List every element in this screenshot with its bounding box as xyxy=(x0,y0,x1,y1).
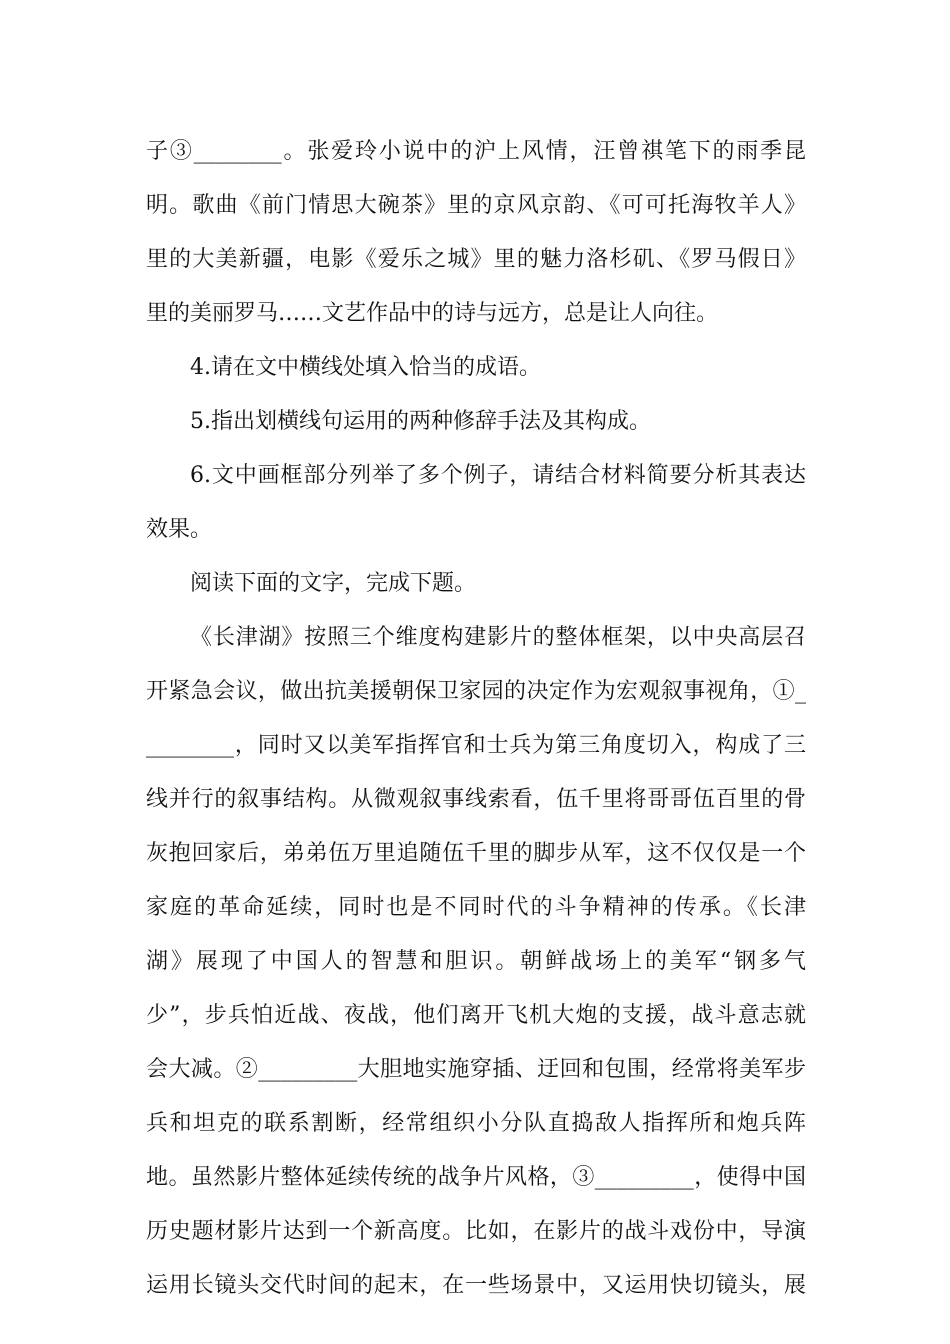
paragraph-2-line: 历史题材影片达到一个新高度。比如，在影片的战斗戏份中，导演 xyxy=(146,1219,806,1244)
question-6-line: 效果。 xyxy=(146,517,213,542)
paragraph-1-line: 明。歌曲《前门情思大碗茶》里的京风京韵、《可可托海牧羊人》 xyxy=(146,193,806,218)
paragraph-1-line: 里的大美新疆，电影《爱乐之城》里的魅力洛杉矶、《罗马假日》 xyxy=(146,247,806,272)
paragraph-2-line: 开紧急会议，做出抗美援朝保卫家园的决定作为宏观叙事视角，①_ xyxy=(146,679,806,704)
paragraph-2-line: 兵和坦克的联系割断，经常组织小分队直捣敌人指挥所和炮兵阵 xyxy=(146,1111,806,1136)
question-4: 4.请在文中横线处填入恰当的成语。 xyxy=(190,355,541,380)
paragraph-2-line: 少”，步兵怕近战、夜战，他们离开飞机大炮的支援，战斗意志就 xyxy=(146,1003,806,1028)
paragraph-2-line: 湖》展现了中国人的智慧和胆识。朝鲜战场上的美军“钢多气 xyxy=(146,949,806,974)
paragraph-2-line: 灰抱回家后，弟弟伍万里追随伍千里的脚步从军，这不仅仅是一个 xyxy=(146,841,806,866)
paragraph-2-line: 《长津湖》按照三个维度构建影片的整体框架，以中央高层召 xyxy=(190,625,806,650)
paragraph-1-line: 子③________。张爱玲小说中的沪上风情，汪曾祺笔下的雨季昆 xyxy=(146,139,806,164)
reading-instruction: 阅读下面的文字，完成下题。 xyxy=(190,571,477,596)
paragraph-2-line: 运用长镜头交代时间的起末，在一些场景中，又运用快切镜头，展 xyxy=(146,1273,806,1298)
paragraph-2-line: 线并行的叙事结构。从微观叙事线索看，伍千里将哥哥伍百里的骨 xyxy=(146,787,806,812)
paragraph-2-line: ________，同时又以美军指挥官和士兵为第三角度切入，构成了三 xyxy=(146,733,806,758)
paragraph-2-line: 家庭的革命延续，同时也是不同时代的斗争精神的传承。《长津 xyxy=(146,895,806,920)
question-5: 5.指出划横线句运用的两种修辞手法及其构成。 xyxy=(190,409,651,434)
paragraph-2-line: 会大减。②_________大胆地实施穿插、迂回和包围，经常将美军步 xyxy=(146,1057,806,1082)
paragraph-1-line: 里的美丽罗马……文艺作品中的诗与远方，总是让人向往。 xyxy=(146,301,719,326)
question-6-line: 6.文中画框部分列举了多个例子，请结合材料简要分析其表达 xyxy=(190,463,806,488)
paragraph-2-line: 地。虽然影片整体延续传统的战争片风格，③_________，使得中国 xyxy=(146,1165,806,1190)
